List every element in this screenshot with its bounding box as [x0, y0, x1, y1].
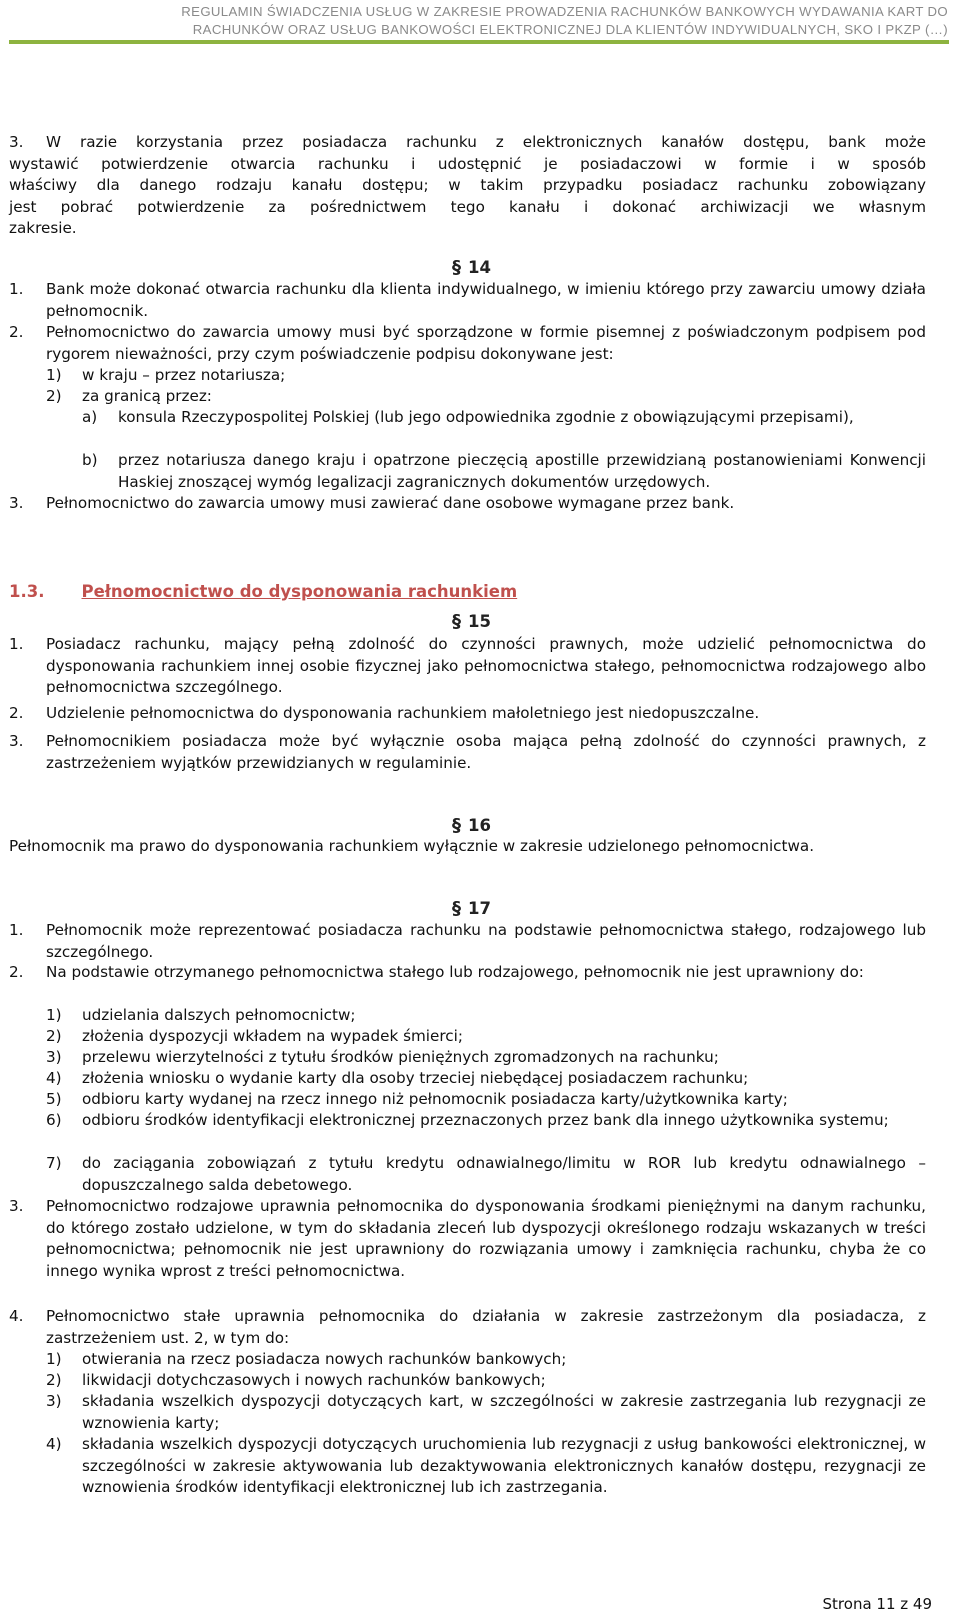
s17-item-2: Na podstawie otrzymanego pełnomocnictwa stałego lub rodzajowego, pełnomocnik nie jest uprawniony do: — [46, 963, 864, 981]
sub-number: 1) — [46, 1350, 62, 1368]
sub-letter: b) — [82, 451, 98, 469]
sub-number: 1) — [46, 366, 62, 384]
header-line-2: RACHUNKÓW ORAZ USŁUG BANKOWOŚCI ELEKTRONICZNEJ DLA KLIENTÓW INDYWIDUALNYCH, SKO I PKZP (…) — [192, 22, 948, 37]
header-divider — [9, 40, 949, 44]
document-header — [0, 3, 948, 39]
sub-number: 6) — [46, 1111, 62, 1129]
item-number: 3. — [9, 494, 24, 512]
item-number: 4. — [9, 1307, 24, 1325]
s15-item-3: Pełnomocnikiem posiadacza może być wyłącznie osoba mająca pełną zdolność do czynności prawnych, z zastrzeżeniem wyjątków przewidzianych w regulaminie. — [46, 732, 926, 772]
item-number: 3. — [9, 133, 24, 151]
sub-number: 7) — [46, 1154, 62, 1172]
section-title-1-3 — [9, 582, 517, 601]
item-number: 2. — [9, 963, 24, 981]
s14-item-2: Pełnomocnictwo do zawarcia umowy musi być sporządzone w formie pisemnej z poświadczonym podpisem pod rygorem nieważności, przy czym poświadczenie podpisu dokonywane jest: — [46, 323, 926, 363]
s14-item-3: Pełnomocnictwo do zawarcia umowy musi zawierać dane osobowe wymagane przez bank. — [46, 494, 735, 512]
s17-item-2-sub-2: złożenia dyspozycji wkładem na wypadek śmierci; — [82, 1027, 463, 1045]
s17-item-1: Pełnomocnik może reprezentować posiadacza rachunku na podstawie pełnomocnictwa stałego, rodzajowego lub szczególnego. — [46, 921, 926, 961]
s17-item-2-sub-6: odbioru środków identyfikacji elektronicznej przeznaczonych przez bank dla innego użytkownika systemu; — [82, 1111, 889, 1129]
sub-number: 4) — [46, 1069, 62, 1087]
sub-number: 3) — [46, 1392, 62, 1410]
item-number: 1. — [9, 280, 24, 298]
section-symbol: § — [452, 815, 461, 836]
item-number: 1. — [9, 635, 24, 653]
item-number: 2. — [9, 323, 24, 341]
s14-item-2-sub-a: konsula Rzeczypospolitej Polskiej (lub jego odpowiednika zgodnie z obowiązującymi przepisami), — [118, 408, 854, 426]
sub-number: 2) — [46, 387, 62, 405]
s17-item-4-sub-4: składania wszelkich dyspozycji dotyczących uruchomienia lub rezygnacji z usług bankowości elektronicznej, w szczególności w zakresie aktywowania lub dezaktywowania elektronicznych kanałów dostępu, rezygnacji ze wznowienia środków identyfikacji elektronicznej lub ich zastrzegania. — [82, 1435, 926, 1496]
sub-number: 4) — [46, 1435, 62, 1453]
s17-item-4-sub-3: składania wszelkich dyspozycji dotyczących kart, w szczególności w zakresie zastrzegania lub rezygnacji ze wznowienia karty; — [82, 1392, 926, 1432]
sub-number: 2) — [46, 1371, 62, 1389]
paragraph-text-cont: wystawić potwierdzenie otwarcia rachunku i udostępnić je posiadaczowi w formie i w sposób właściwy dla danego rodzaju kanału dostępu; w takim przypadku posiadacz rachunku zobowiązany jest pobrać potwierdzenie za pośrednictwem tego kanału i dokonać archiwizacji we własnym zakresie. — [9, 154, 926, 237]
section-symbol: § — [452, 898, 461, 919]
s16-text: Pełnomocnik ma prawo do dysponowania rachunkiem wyłącznie w zakresie udzielonego pełnomocnictwa. — [9, 837, 815, 855]
s15-item-2: Udzielenie pełnomocnictwa do dysponowania rachunkiem małoletniego jest niedopuszczalne. — [46, 704, 760, 722]
s17-item-2-sub-4: złożenia wniosku o wydanie karty dla osoby trzeciej niebędącej posiadaczem rachunku; — [82, 1069, 749, 1087]
s14-item-2-sub-2: za granicą przez: — [82, 387, 212, 405]
sub-number: 1) — [46, 1006, 62, 1024]
page-number: Strona 11 z 49 — [822, 1595, 932, 1613]
item-number: 3. — [9, 732, 24, 750]
section-symbol: § — [452, 257, 461, 278]
section-heading-14: § 14 — [452, 257, 491, 278]
item-number: 1. — [9, 921, 24, 939]
header-line-1: REGULAMIN ŚWIADCZENIA USŁUG W ZAKRESIE PROWADZENIA RACHUNKÓW BANKOWYCH WYDAWANIA KART DO — [181, 4, 948, 19]
section-title: Pełnomocnictwo do dysponowania rachunkiem — [81, 582, 518, 601]
s17-item-3: Pełnomocnictwo rodzajowe uprawnia pełnomocnika do dysponowania środkami pieniężnymi na danym rachunku, do którego zostało udzielone, w tym do składania zleceń lub dyspozycji określonego rodzaju wskazanych w treści pełnomocnictwa; pełnomocnik nie jest uprawniony do rozwiązania umowy i zamknięcia rachunku, chyba że co innego wynika wprost z treści pełnomocnictwa. — [46, 1197, 926, 1280]
item-number: 3. — [9, 1197, 24, 1215]
paragraph-text: W razie korzystania przez posiadacza rachunku z elektronicznych kanałów dostępu, bank może — [46, 133, 926, 151]
sub-letter: a) — [82, 408, 98, 426]
section-number: 1.3. — [9, 582, 45, 601]
s17-item-2-sub-3: przelewu wierzytelności z tytułu środków pieniężnych zgromadzonych na rachunku; — [82, 1048, 719, 1066]
section-heading-15: § 15 — [452, 611, 491, 632]
s17-item-4: Pełnomocnictwo stałe uprawnia pełnomocnika do działania w zakresie zastrzeżonym dla posiadacza, z zastrzeżeniem ust. 2, w tym do: — [46, 1307, 926, 1347]
s17-item-2-sub-7: do zaciągania zobowiązań z tytułu kredytu odnawialnego/limitu w ROR lub kredytu odnawialnego – dopuszczalnego salda debetowego. — [82, 1154, 926, 1194]
s17-item-2-sub-5: odbioru karty wydanej na rzecz innego niż pełnomocnik posiadacza karty/użytkownika karty; — [82, 1090, 788, 1108]
s17-item-4-sub-2: likwidacji dotychczasowych i nowych rachunków bankowych; — [82, 1371, 546, 1389]
s14-item-1: Bank może dokonać otwarcia rachunku dla klienta indywidualnego, w imieniu którego przy zawarciu umowy działa pełnomocnik. — [46, 280, 926, 320]
s14-item-2-sub-1: w kraju – przez notariusza; — [82, 366, 286, 384]
sub-number: 2) — [46, 1027, 62, 1045]
s17-item-4-sub-1: otwierania na rzecz posiadacza nowych rachunków bankowych; — [82, 1350, 567, 1368]
section-symbol: § — [452, 611, 461, 632]
section-heading-17: § 17 — [452, 898, 491, 919]
sub-number: 5) — [46, 1090, 62, 1108]
item-number: 2. — [9, 704, 24, 722]
section-heading-16: § 16 — [452, 815, 491, 836]
s14-item-2-sub-b: przez notariusza danego kraju i opatrzone pieczęcią apostille przewidzianą postanowieniami Konwencji Haskiej znoszącej wymóg legalizacji zagranicznych dokumentów urzędowych. — [118, 451, 926, 491]
s15-item-1: Posiadacz rachunku, mający pełną zdolność do czynności prawnych, może udzielić pełnomocnictwa do dysponowania rachunkiem innej osobie fizycznej jako pełnomocnictwa stałego, pełnomocnictwa rodzajowego albo pełnomocnictwa szczególnego. — [46, 635, 926, 696]
s17-item-2-sub-1: udzielania dalszych pełnomocnictw; — [82, 1006, 356, 1024]
sub-number: 3) — [46, 1048, 62, 1066]
